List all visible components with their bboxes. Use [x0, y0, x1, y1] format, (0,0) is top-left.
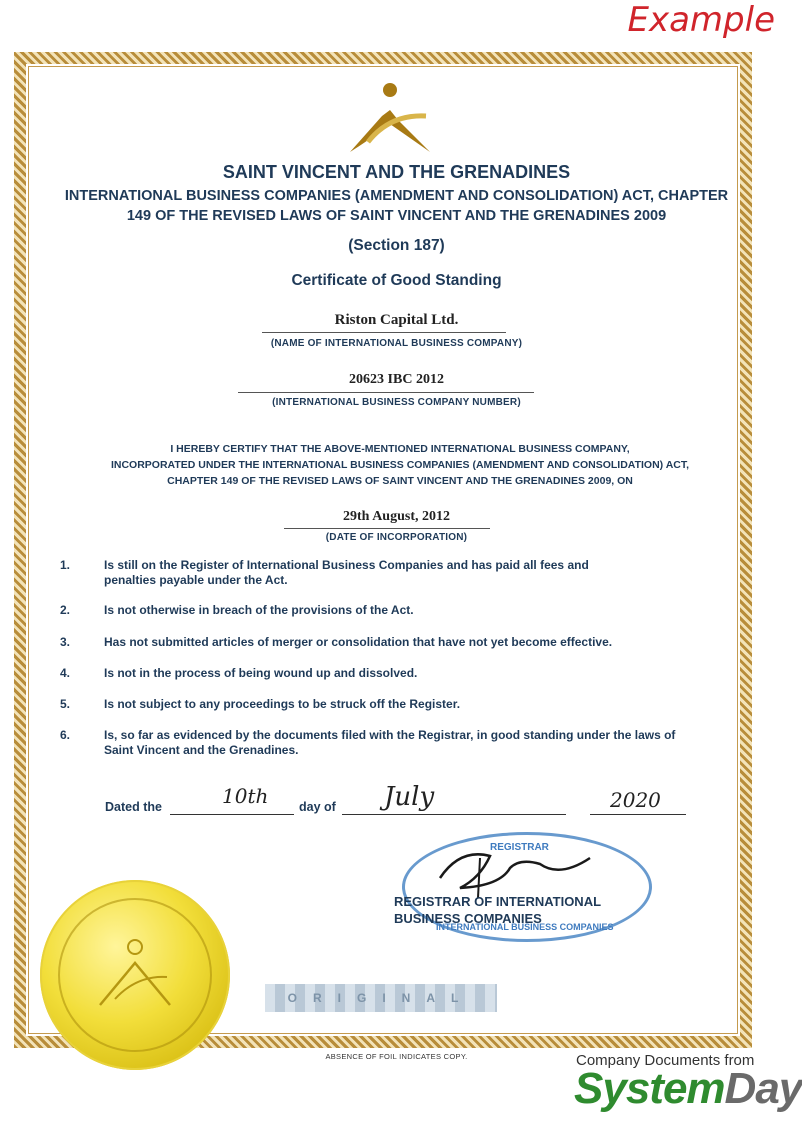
incorporation-date-caption: (DATE OF INCORPORATION)	[325, 532, 468, 543]
certify-paragraph	[60, 441, 740, 489]
company-number-line	[238, 392, 534, 393]
item-text: Is not otherwise in breach of the provisions of the Act.	[104, 603, 414, 617]
company-name: Riston Capital Ltd.	[334, 312, 459, 328]
item-number: 3.	[60, 635, 71, 649]
dated-year: 2020	[610, 788, 661, 812]
certify-line-1: I HEREBY CERTIFY THAT THE ABOVE-MENTIONED INTERNATIONAL BUSINESS COMPANY,	[170, 443, 630, 455]
act-line-2: 149 OF THE REVISED LAWS OF SAINT VINCENT AND THE GRENADINES 2009	[126, 208, 667, 224]
company-name-line	[262, 332, 506, 333]
day-line	[170, 814, 294, 815]
dated-month: July	[384, 782, 435, 812]
item-text: Has not submitted articles of merger or consolidation that have not yet become effective.	[104, 635, 613, 649]
registrar-title-line-1: REGISTRAR OF INTERNATIONAL	[394, 894, 602, 909]
item-number: 1.	[60, 558, 71, 572]
certify-line-2: INCORPORATED UNDER THE INTERNATIONAL BUSINESS COMPANIES (AMENDMENT AND CONSOLIDATION) ACT,	[110, 459, 690, 471]
item-text: Is not in the process of being wound up and dissolved.	[104, 666, 418, 680]
certify-line-3: CHAPTER 149 OF THE REVISED LAWS OF SAINT VINCENT AND THE GRENADINES 2009, ON	[167, 475, 633, 487]
list-item	[60, 728, 710, 760]
original-foil-strip: ORIGINAL	[265, 984, 497, 1012]
item-text: Is, so far as evidenced by the documents filed with the Registrar, in good standing under the laws of Saint Vincent and the Grenadines.	[104, 728, 676, 757]
company-number: 20623 IBC 2012	[349, 372, 444, 387]
company-name-caption: (NAME OF INTERNATIONAL BUSINESS COMPANY)	[270, 338, 523, 349]
dated-day: 10th	[222, 784, 269, 808]
dated-prefix: Dated the	[105, 800, 162, 814]
year-line	[590, 814, 686, 815]
absence-note: ABSENCE OF FOIL INDICATES COPY.	[325, 1052, 468, 1061]
coat-emblem-icon	[340, 80, 440, 160]
stamp-top-text: REGISTRAR	[490, 842, 549, 853]
incorporation-date: 29th August, 2012	[343, 509, 450, 524]
brand-logo	[574, 1064, 802, 1114]
example-watermark: Example	[627, 0, 775, 40]
certificate-title: Certificate of Good Standing	[291, 272, 502, 289]
seal-emblem-icon	[85, 925, 185, 1025]
act-line-1: INTERNATIONAL BUSINESS COMPANIES (AMENDMENT AND CONSOLIDATION) ACT, CHAPTER	[64, 188, 729, 204]
company-number-caption: (INTERNATIONAL BUSINESS COMPANY NUMBER)	[272, 397, 521, 408]
brand-name-a: System	[574, 1064, 725, 1113]
stamp-bottom-text: INTERNATIONAL BUSINESS COMPANIES	[436, 922, 614, 932]
dated-mid: day of	[299, 800, 336, 814]
item-text: Is still on the Register of International Business Companies and has paid all fees and penalties payable under the Act.	[104, 558, 589, 587]
brand-tagline: Company Documents from	[576, 1052, 755, 1069]
section-label: (Section 187)	[348, 237, 445, 254]
gold-foil-seal	[40, 880, 230, 1070]
list-item	[60, 558, 710, 590]
item-number: 2.	[60, 603, 71, 617]
brand-name-b: Day	[724, 1064, 802, 1113]
item-text: Is not subject to any proceedings to be struck off the Register.	[104, 697, 461, 711]
item-number: 4.	[60, 666, 71, 680]
registrar-title-line-2: BUSINESS COMPANIES	[394, 911, 542, 926]
item-number: 6.	[60, 728, 71, 742]
incorporation-date-line	[284, 528, 490, 529]
item-number: 5.	[60, 697, 71, 711]
country-heading: SAINT VINCENT AND THE GRENADINES	[222, 162, 571, 182]
month-line	[342, 814, 566, 815]
